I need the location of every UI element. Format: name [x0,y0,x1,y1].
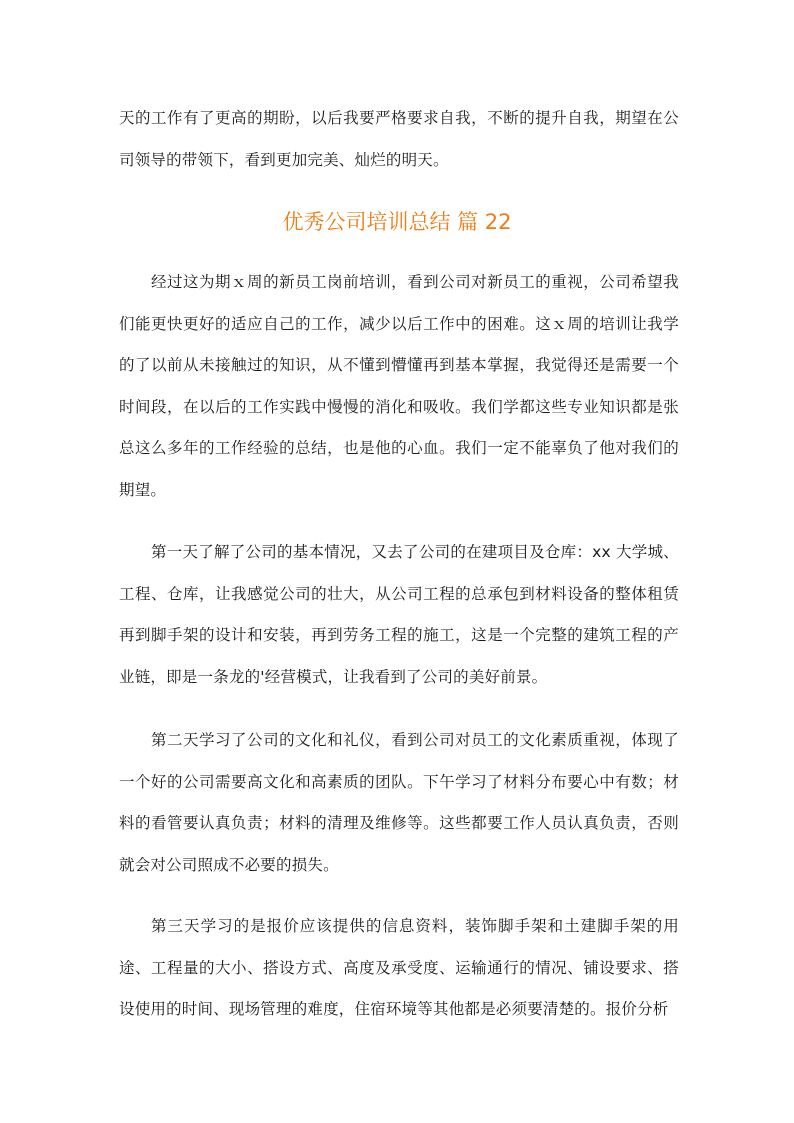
paragraph-continuation: 天的工作有了更高的期盼，以后我要严格要求自我，不断的提升自我，期望在公司领导的带领下，看到更加完美、灿烂的明天。 [119,109,679,169]
paragraph-day-three: 第三天学习的是报价应该提供的信息资料，装饰脚手架和土建脚手架的用途、工程量的大小、搭设方式、高度及承受度、运输通行的情况、铺设要求、搭设使用的时间、现场管理的难度，住宿环境等其他都是必须要清楚的。报价分析 [119,917,679,1018]
paragraph-day-one: 第一天了解了公司的基本情况，又去了公司的在建项目及仓库：xx 大学城、工程、仓库，让我感觉公司的壮大，从公司工程的总承包到材料设备的整体租赁再到脚手架的设计和安装，再到劳务工程的施工，这是一个完整的建筑工程的产业链，即是一条龙的'经营模式，让我看到了公司的美好前景。 [119,543,679,686]
paragraph-intro: 经过这为期ｘ周的新员工岗前培训，看到公司对新员工的重视，公司希望我们能更快更好的适应自己的工作，减少以后工作中的困难。这ｘ周的培训让我学的了以前从未接触过的知识，从不懂到懵懂再到基本掌握，我觉得还是需要一个时间段，在以后的工作实践中慢慢的消化和吸收。我们学都这些专业知识都是张总这么多年的工作经验的总结，也是他的心血。我们一定不能辜负了他对我们的期望。 [119,273,679,499]
paragraph-day-two: 第二天学习了公司的文化和礼仪，看到公司对员工的文化素质重视，体现了一个好的公司需要高文化和高素质的团队。下午学习了材料分布要心中有数；材料的看管要认真负责；材料的清理及维修等。这些都要工作人员认真负责，否则就会对公司照成不必要的损失。 [119,731,679,874]
section-title: 优秀公司培训总结 篇 22 [282,210,512,234]
